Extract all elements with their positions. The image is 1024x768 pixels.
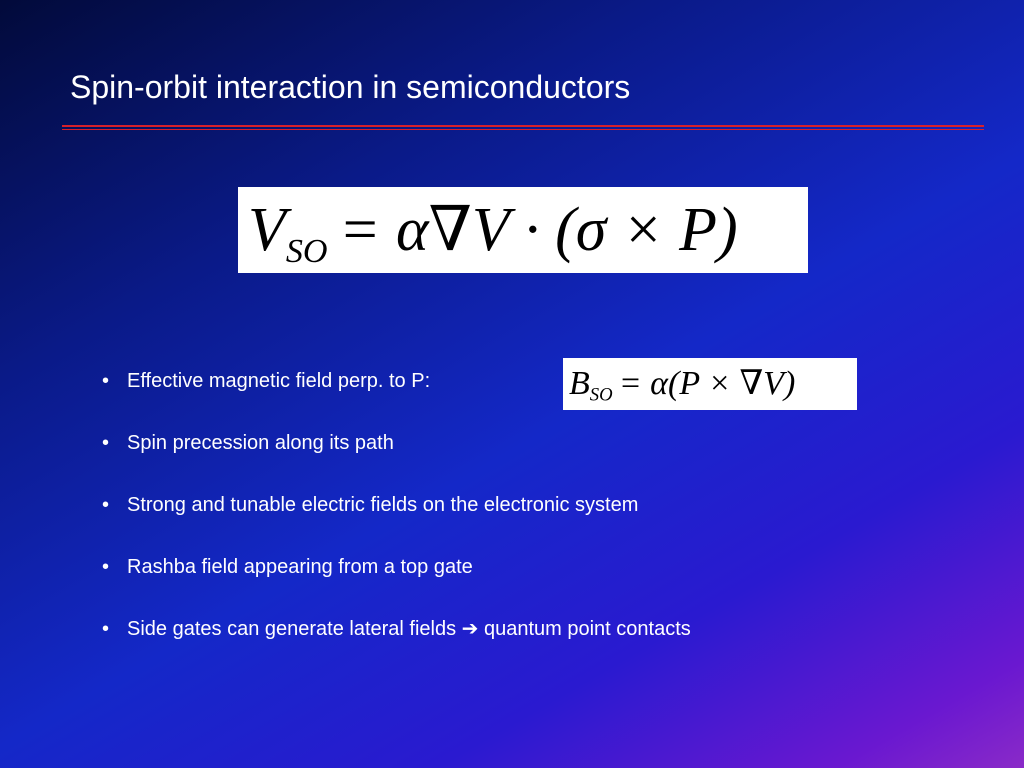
bullet-item [102,366,691,396]
bullet-text: Side gates can generate lateral fields ➔ quantum point contacts [127,618,691,640]
equation-lhs: V [248,196,286,264]
bullet-dot: • [102,494,110,516]
bullet-dot: • [102,370,110,392]
spin-orbit-equation [248,187,738,273]
bullet-text: Rashba field appearing from a top gate [127,556,473,578]
bullet-text: Strong and tunable electric fields on the electronic system [127,494,639,516]
title-underline-thick [62,125,984,127]
equation-rhs: = α∇V · (σ × P) [338,196,738,264]
equation-lhs-subscript: SO [285,232,328,270]
bullet-dot: • [102,432,110,454]
bullet-dot: • [102,618,110,640]
bullet-item [102,490,691,520]
bullet-item [102,552,691,582]
field-equation-lhs-subscript: SO [589,384,613,406]
bullet-text: Spin precession along its path [127,432,394,454]
title-underline [62,125,984,131]
bullet-dot: • [102,556,110,578]
bullet-item [102,614,691,644]
slide-title: Spin-orbit interaction in semiconductors [70,69,631,105]
bullet-list [102,366,691,676]
title-underline-thin [62,129,984,130]
field-equation-lhs: B [569,365,590,402]
field-equation-rhs: = α(P × ∇V) [618,365,796,402]
bullet-text: Effective magnetic field perp. to P: [127,370,431,392]
bullet-item [102,428,691,458]
spin-orbit-equation-box [238,187,808,273]
